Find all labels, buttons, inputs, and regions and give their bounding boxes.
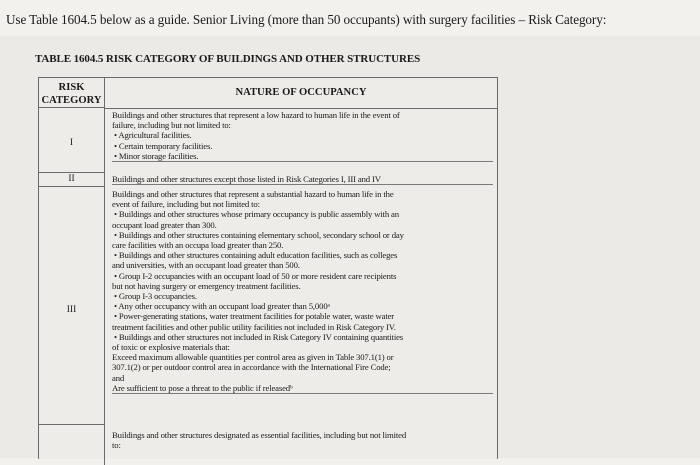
list-item: • Buildings and other structures containing adult education facilities, such as colleges (114, 250, 398, 261)
list-item: • Group I-2 occupancies with an occupant load of 50 or more resident care recipients (114, 270, 397, 281)
text-line: of toxic or explosive materials that: (112, 342, 230, 353)
list-item: • Buildings and other structures whose primary occupancy is public assembly with an (114, 209, 399, 220)
text-line: failure, including but not limited to: (112, 120, 231, 131)
list-item: • Buildings and other structures not included in Risk Category IV containing quantities (114, 331, 404, 342)
text-line: Buildings and other structures designated as essential facilities, including but not limited (112, 430, 407, 440)
occupancy-cell-iii (112, 189, 493, 394)
occupancy-cell-ii (112, 174, 493, 185)
category-label: II (68, 174, 75, 184)
risk-category-table (38, 77, 498, 459)
category-label: I (69, 138, 74, 148)
text-line: and universities, with an occupant load greater than 500. (112, 260, 300, 271)
occupancy-cell-iv (112, 430, 493, 450)
category-cell-iv (39, 425, 105, 465)
list-item: • Agricultural facilities. (114, 130, 192, 141)
list-item: • Minor storage facilities. (114, 150, 199, 161)
text-line: occupant load greater than 300. (112, 219, 217, 230)
text-line: care facilities with an occupa load greater than 250. (112, 240, 284, 251)
list-item: • Group I-3 occupancies. (114, 291, 197, 302)
text-line: Are sufficient to pose a threat to the public if releasedᵇ (112, 382, 293, 393)
text-line: event of failure, including but not limited to: (112, 199, 260, 210)
question-text: Use Table 1604.5 below as a guide. Senior Living (more than 50 occupants) with surgery facilities – Risk Category: (6, 12, 607, 27)
text-line: treatment facilities and other public utility facilities not included in Risk Category IV. (112, 321, 396, 332)
text-line: Buildings and other structures except those listed in Risk Categories I, III and IV (112, 174, 381, 184)
list-item: • Buildings and other structures containing elementary school, secondary school or day (114, 229, 404, 240)
header-nature-of-occupancy: NATURE OF OCCUPANCY (105, 78, 497, 109)
list-item: • Certain temporary facilities. (114, 140, 213, 151)
table-title: TABLE 1604.5 RISK CATEGORY OF BUILDINGS AND OTHER STRUCTURES (35, 53, 421, 65)
text-line: Exceed maximum allowable quantities per control area as given in Table 307.1(1) or (112, 352, 394, 363)
text-line: 307.1(2) or per outdoor control area in accordance with the International Fire Code; (112, 362, 391, 373)
text-line: but not having surgery or emergency treatment facilities. (112, 280, 301, 291)
list-item: • Any other occupancy with an occupant load greater than 5,000ᵃ (114, 301, 330, 312)
list-item: • Power-generating stations, water treatment facilities for potable water, waste water (114, 311, 395, 322)
header-risk-line2: CATEGORY (41, 95, 102, 106)
category-label: III (66, 305, 77, 315)
header-risk-category (39, 78, 105, 108)
text-line: and (112, 372, 125, 383)
category-cell-ii (39, 173, 105, 187)
category-cell-iii (39, 187, 105, 425)
header-risk-line1: RISK (58, 82, 85, 93)
occupancy-cell-i (112, 110, 493, 162)
text-line: to: (112, 440, 121, 451)
category-cell-i (39, 108, 105, 173)
text-line: Buildings and other structures that represent a substantial hazard to human life in the (112, 189, 394, 199)
text-line: Buildings and other structures that represent a low hazard to human life in the event of (112, 110, 400, 120)
